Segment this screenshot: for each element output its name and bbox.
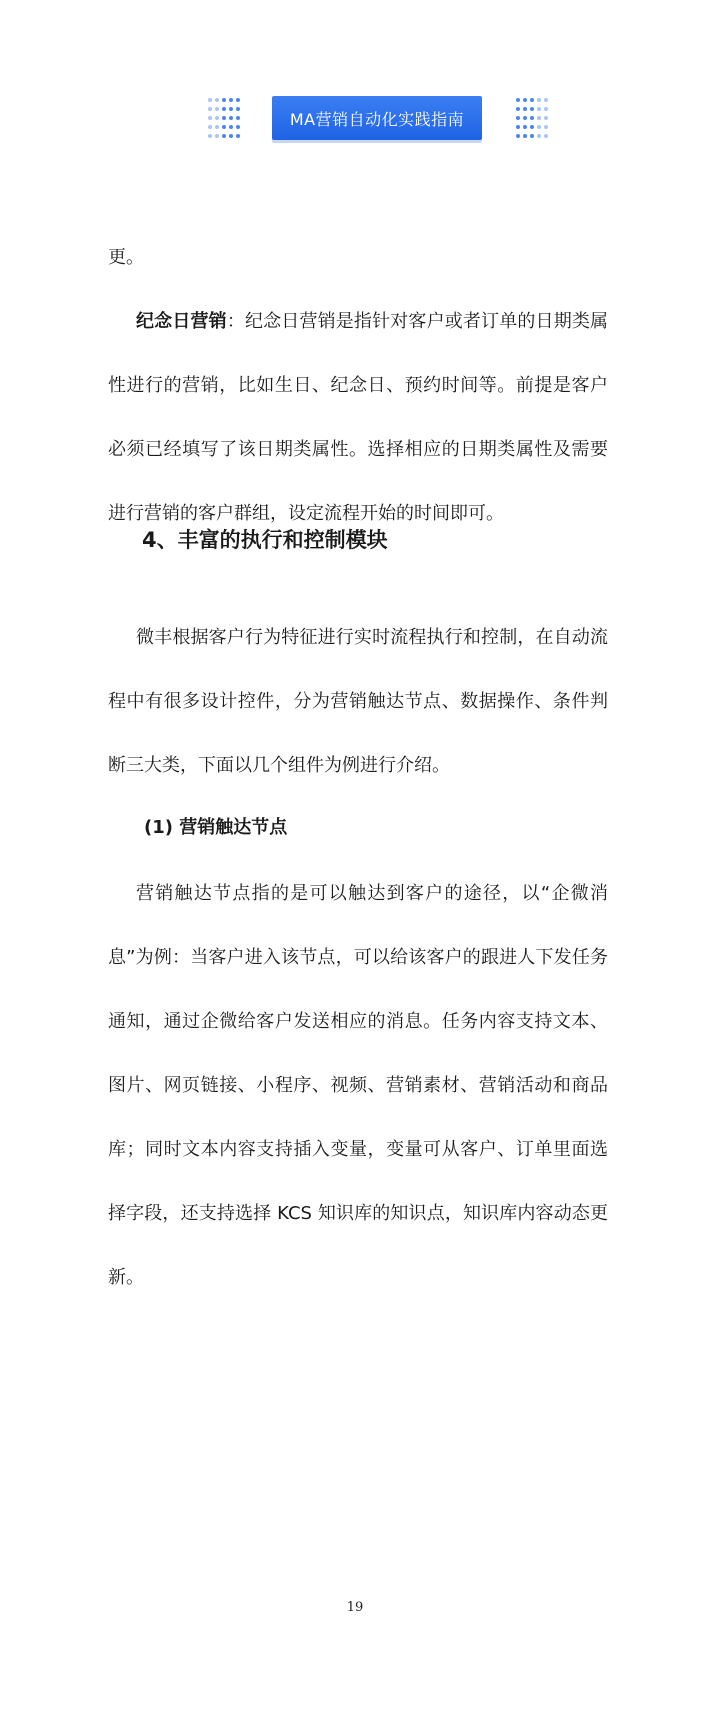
- page-number: 19: [346, 1600, 364, 1615]
- decorative-dots-right: [516, 98, 550, 140]
- anniversary-paragraph: [108, 290, 608, 546]
- continued-paragraph: 更。: [108, 247, 144, 268]
- anniversary-term: 纪念日营销: [136, 311, 227, 332]
- title-banner: [272, 96, 482, 140]
- sub-heading: (1) 营销触达节点: [144, 817, 288, 838]
- intro-paragraph: 微丰根据客户行为特征进行实时流程执行和控制，在自动流程中有很多设计控件，分为营销触达节点、数据操作、条件判断三大类，下面以几个组件为例进行介绍。: [108, 627, 608, 776]
- page-header: [0, 96, 710, 144]
- anniversary-text: ：纪念日营销是指针对客户或者订单的日期类属性进行的营销，比如生日、纪念日、预约时间等。前提是客户必须已经填写了该日期类属性。选择相应的日期类属性及需要进行营销的客户群组，设定流程开始的时间即可。: [108, 311, 609, 524]
- section-heading: 4、丰富的执行和控制模块: [142, 528, 388, 552]
- banner-title: MA营销自动化实践指南: [289, 109, 465, 129]
- decorative-dots-left: [208, 98, 242, 140]
- touch-node-paragraph: 营销触达节点指的是可以触达到客户的途径，以“企微消息”为例：当客户进入该节点，可以给该客户的跟进人下发任务通知，通过企微给客户发送相应的消息。任务内容支持文本、图片、网页链接、小程序、视频、营销素材、营销活动和商品库；同时文本内容支持插入变量，变量可从客户、订单里面选择字段，还支持选择 KCS 知识库的知识点，知识库内容动态更新。: [108, 883, 608, 1288]
